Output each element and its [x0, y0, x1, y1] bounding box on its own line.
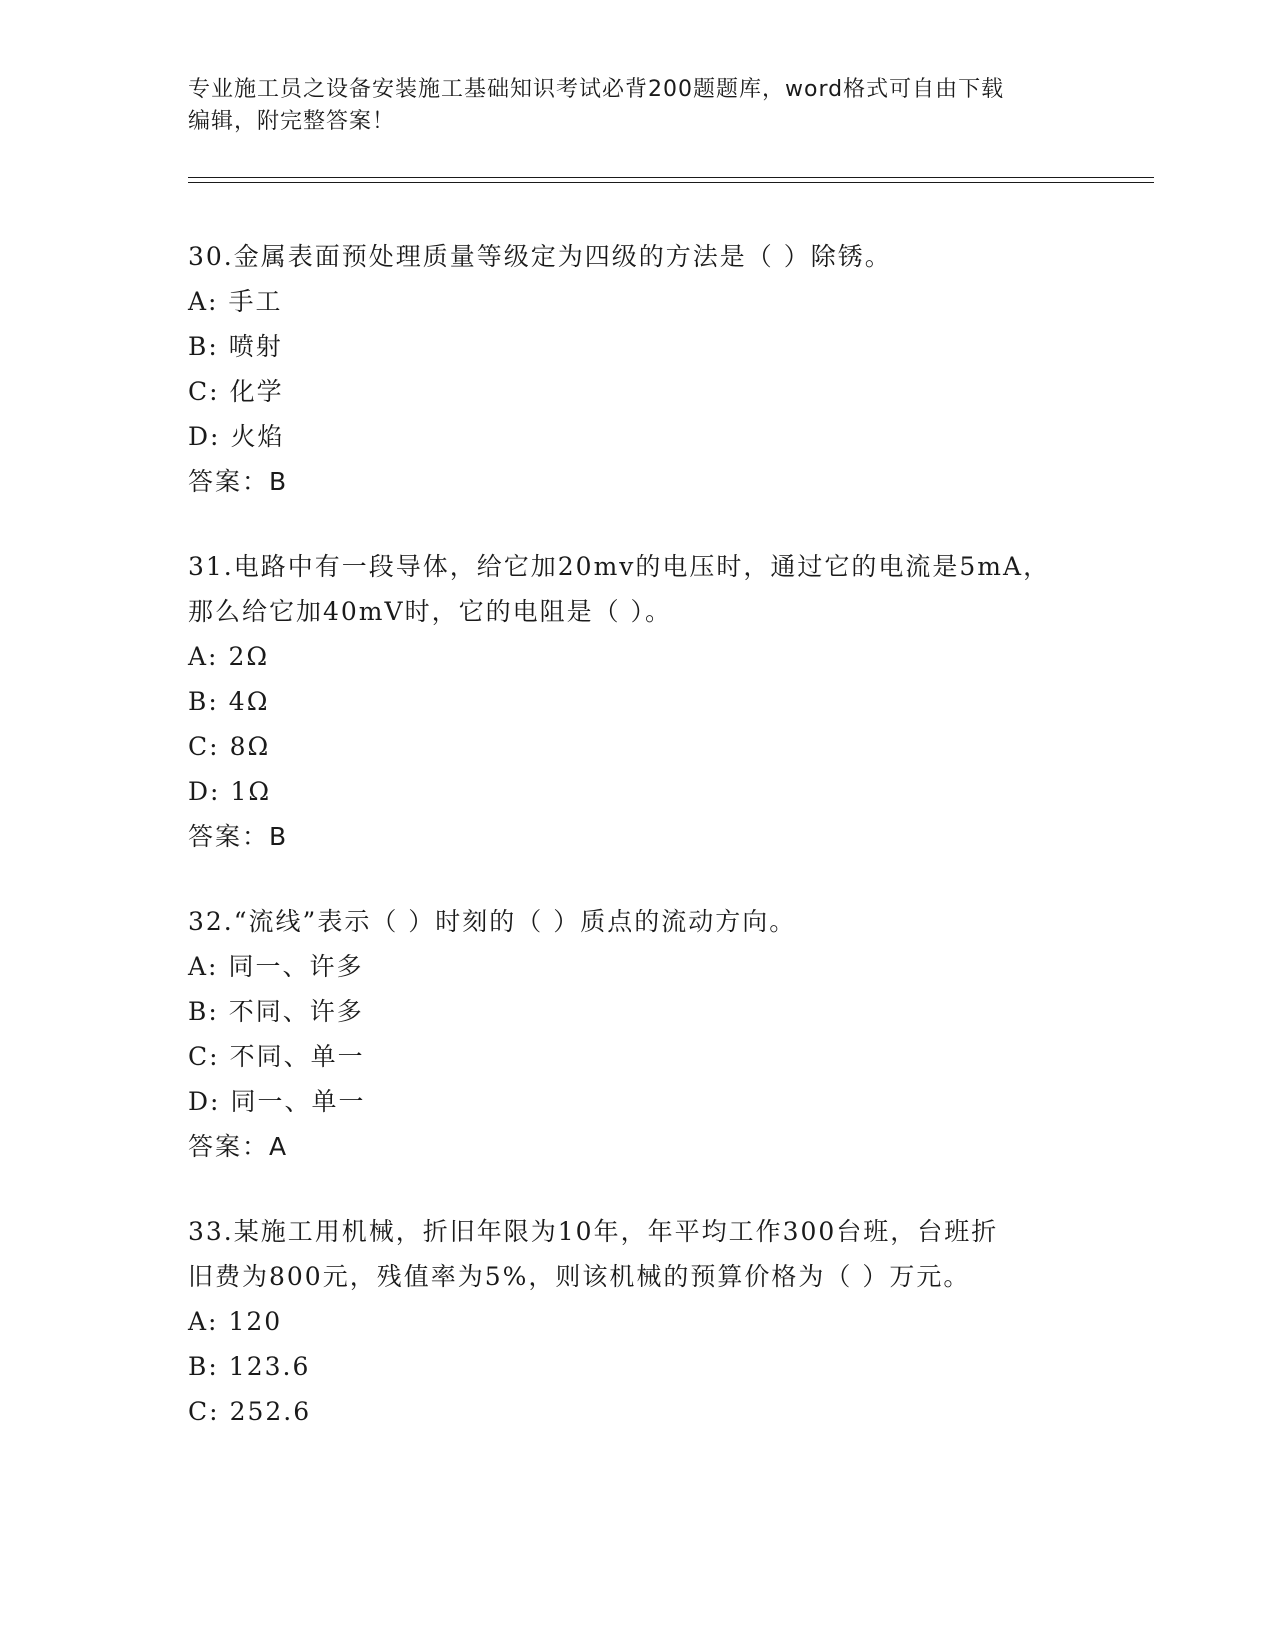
option-text: 同一、许多 — [228, 952, 364, 981]
option-key: B: — [188, 332, 219, 361]
option-key: C: — [188, 1042, 220, 1071]
option-text: 4Ω — [228, 687, 270, 716]
option-key: D: — [188, 422, 221, 451]
option-text: 不同、单一 — [229, 1042, 365, 1071]
answer-line: 答案：B — [188, 822, 289, 851]
option-text: 手工 — [228, 287, 283, 316]
question-text: 30.金属表面预处理质量等级定为四级的方法是（ ）除锈。 — [188, 242, 892, 271]
option-key: B: — [188, 997, 219, 1026]
option-a — [188, 944, 1068, 989]
document-header — [188, 74, 1068, 138]
question-list — [188, 234, 1068, 1474]
option-d — [188, 769, 1068, 814]
option-c — [188, 1389, 1068, 1434]
option-d — [188, 1079, 1068, 1124]
question-30 — [188, 234, 1068, 504]
option-b — [188, 324, 1068, 369]
option-b — [188, 1344, 1068, 1389]
question-text: 33.某施工用机械，折旧年限为10年，年平均工作300台班，台班折 — [188, 1217, 999, 1246]
option-text: 火焰 — [230, 422, 285, 451]
question-text: 那么给它加40mV时，它的电阻是（ ）。 — [188, 597, 673, 626]
option-key: D: — [188, 777, 221, 806]
question-text: 旧费为800元，残值率为5%，则该机械的预算价格为（ ）万元。 — [188, 1262, 971, 1291]
answer-line: 答案：B — [188, 467, 289, 496]
option-text: 1Ω — [230, 777, 272, 806]
option-text: 不同、许多 — [228, 997, 364, 1026]
option-d — [188, 414, 1068, 459]
answer-line: 答案：A — [188, 1132, 289, 1161]
option-text: 8Ω — [229, 732, 271, 761]
option-text: 252.6 — [229, 1397, 312, 1426]
question-31 — [188, 544, 1068, 859]
option-key: C: — [188, 1397, 220, 1426]
option-b — [188, 679, 1068, 724]
header-rule-bottom — [188, 182, 1154, 183]
header-rule-top — [188, 177, 1154, 178]
option-key: A: — [188, 642, 219, 671]
header-line-2: 编辑，附完整答案！ — [188, 109, 396, 134]
question-text: 31.电路中有一段导体，给它加20mv的电压时，通过它的电流是5mA， — [188, 552, 1051, 581]
option-text: 化学 — [229, 377, 284, 406]
question-33 — [188, 1209, 1068, 1434]
option-key: A: — [188, 1307, 219, 1336]
option-key: B: — [188, 687, 219, 716]
option-key: C: — [188, 377, 220, 406]
option-text: 120 — [228, 1307, 283, 1336]
option-key: D: — [188, 1087, 221, 1116]
option-text: 2Ω — [228, 642, 270, 671]
option-c — [188, 1034, 1068, 1079]
option-c — [188, 724, 1068, 769]
option-key: B: — [188, 1352, 219, 1381]
option-a — [188, 634, 1068, 679]
header-line-1: 专业施工员之设备安装施工基础知识考试必背200题题库，word格式可自由下载 — [188, 77, 1005, 102]
option-b — [188, 989, 1068, 1034]
question-32 — [188, 899, 1068, 1169]
option-text: 喷射 — [228, 332, 283, 361]
option-c — [188, 369, 1068, 414]
option-key: A: — [188, 952, 219, 981]
option-text: 同一、单一 — [230, 1087, 366, 1116]
option-a — [188, 279, 1068, 324]
option-a — [188, 1299, 1068, 1344]
option-key: C: — [188, 732, 220, 761]
option-text: 123.6 — [228, 1352, 311, 1381]
option-key: A: — [188, 287, 219, 316]
question-text: 32.“流线”表示（ ）时刻的（ ）质点的流动方向。 — [188, 907, 797, 936]
